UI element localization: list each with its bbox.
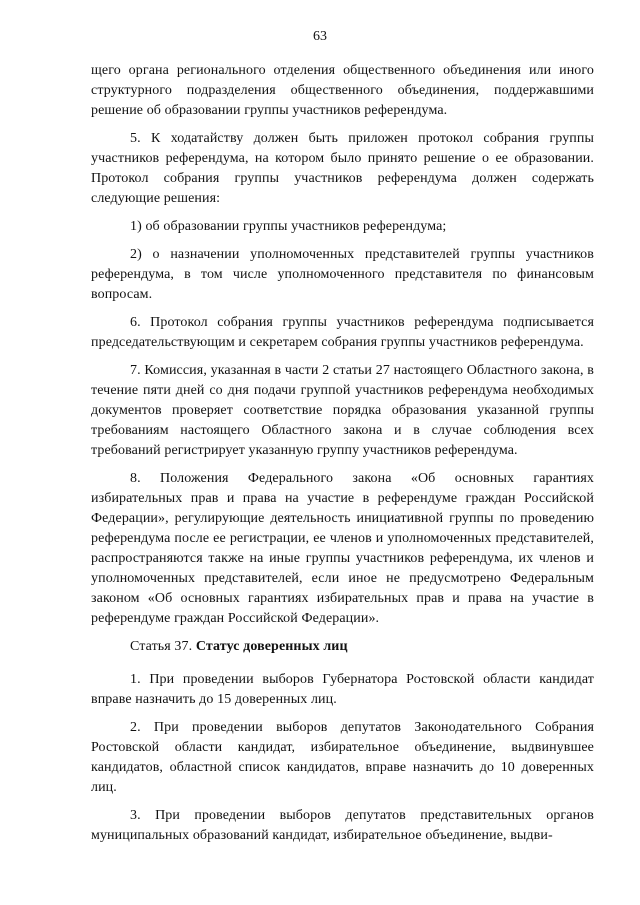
article-paragraph-3: 3. При проведении выборов депутатов представительных органов муниципальных образований кандидат, избирательное объединение, выдви- bbox=[91, 808, 594, 843]
page-number: 63 bbox=[313, 29, 327, 44]
article-heading bbox=[91, 637, 594, 657]
paragraph-item-6: 6. Протокол собрания группы участников референдума подписывается председательствующим и секретарем собрания группы участников референдума. bbox=[91, 315, 594, 350]
paragraph-item-8: 8. Положения Федерального закона «Об основных гарантиях избирательных прав и права на участие в референдуме граждан Российской Федерации», регулирующие деятельность инициативной группы по проведению референдума после ее регистрации, ее членов и уполномоченных представителей, распространяются также на иные группы участников референдума, их членов и уполномоченных представителей, если иное не предусмотрено Федеральным законом «Об основных гарантиях избирательных прав и права на участие в референдуме граждан Российской Федерации». bbox=[91, 471, 594, 626]
article-title: Статус доверенных лиц bbox=[195, 639, 348, 654]
paragraph-item-5: 5. К ходатайству должен быть приложен протокол собрания группы участников референдума, на котором было принято решение о ее образовании. Протокол собрания группы участников референдума должен содержать следующие решения: bbox=[91, 131, 594, 206]
article-paragraph-2: 2. При проведении выборов депутатов Законодательного Собрания Ростовской области кандидат, избирательное объединение, выдвинувшее кандидатов, областной список кандидатов, вправе назначить до 10 доверенных лиц. bbox=[91, 720, 594, 795]
paragraph-item-7: 7. Комиссия, указанная в части 2 статьи 27 настоящего Областного закона, в течение пяти дней со дня подачи группой участников референдума необходимых документов проверяет соответствие порядка образования указанной группы требованиям настоящего Областного закона и в случае соблюдения всех требований регистрирует указанную группу участников референдума. bbox=[91, 363, 594, 458]
paragraph-subitem-1: 1) об образовании группы участников референдума; bbox=[130, 219, 447, 234]
article-paragraph-1: 1. При проведении выборов Губернатора Ростовской области кандидат вправе назначить до 15 доверенных лиц. bbox=[91, 672, 594, 707]
paragraph-subitem-2: 2) о назначении уполномоченных представителей группы участников референдума, в том числе уполномоченного представителя по финансовым вопросам. bbox=[91, 247, 594, 302]
document-body bbox=[91, 61, 594, 854]
paragraph-continuation: щего органа регионального отделения общественного объединения или иного структурного подразделения общественного объединения, поддержавшими решение об образовании группы участников референдума. bbox=[91, 63, 594, 118]
article-number: Статья 37. bbox=[130, 639, 193, 654]
